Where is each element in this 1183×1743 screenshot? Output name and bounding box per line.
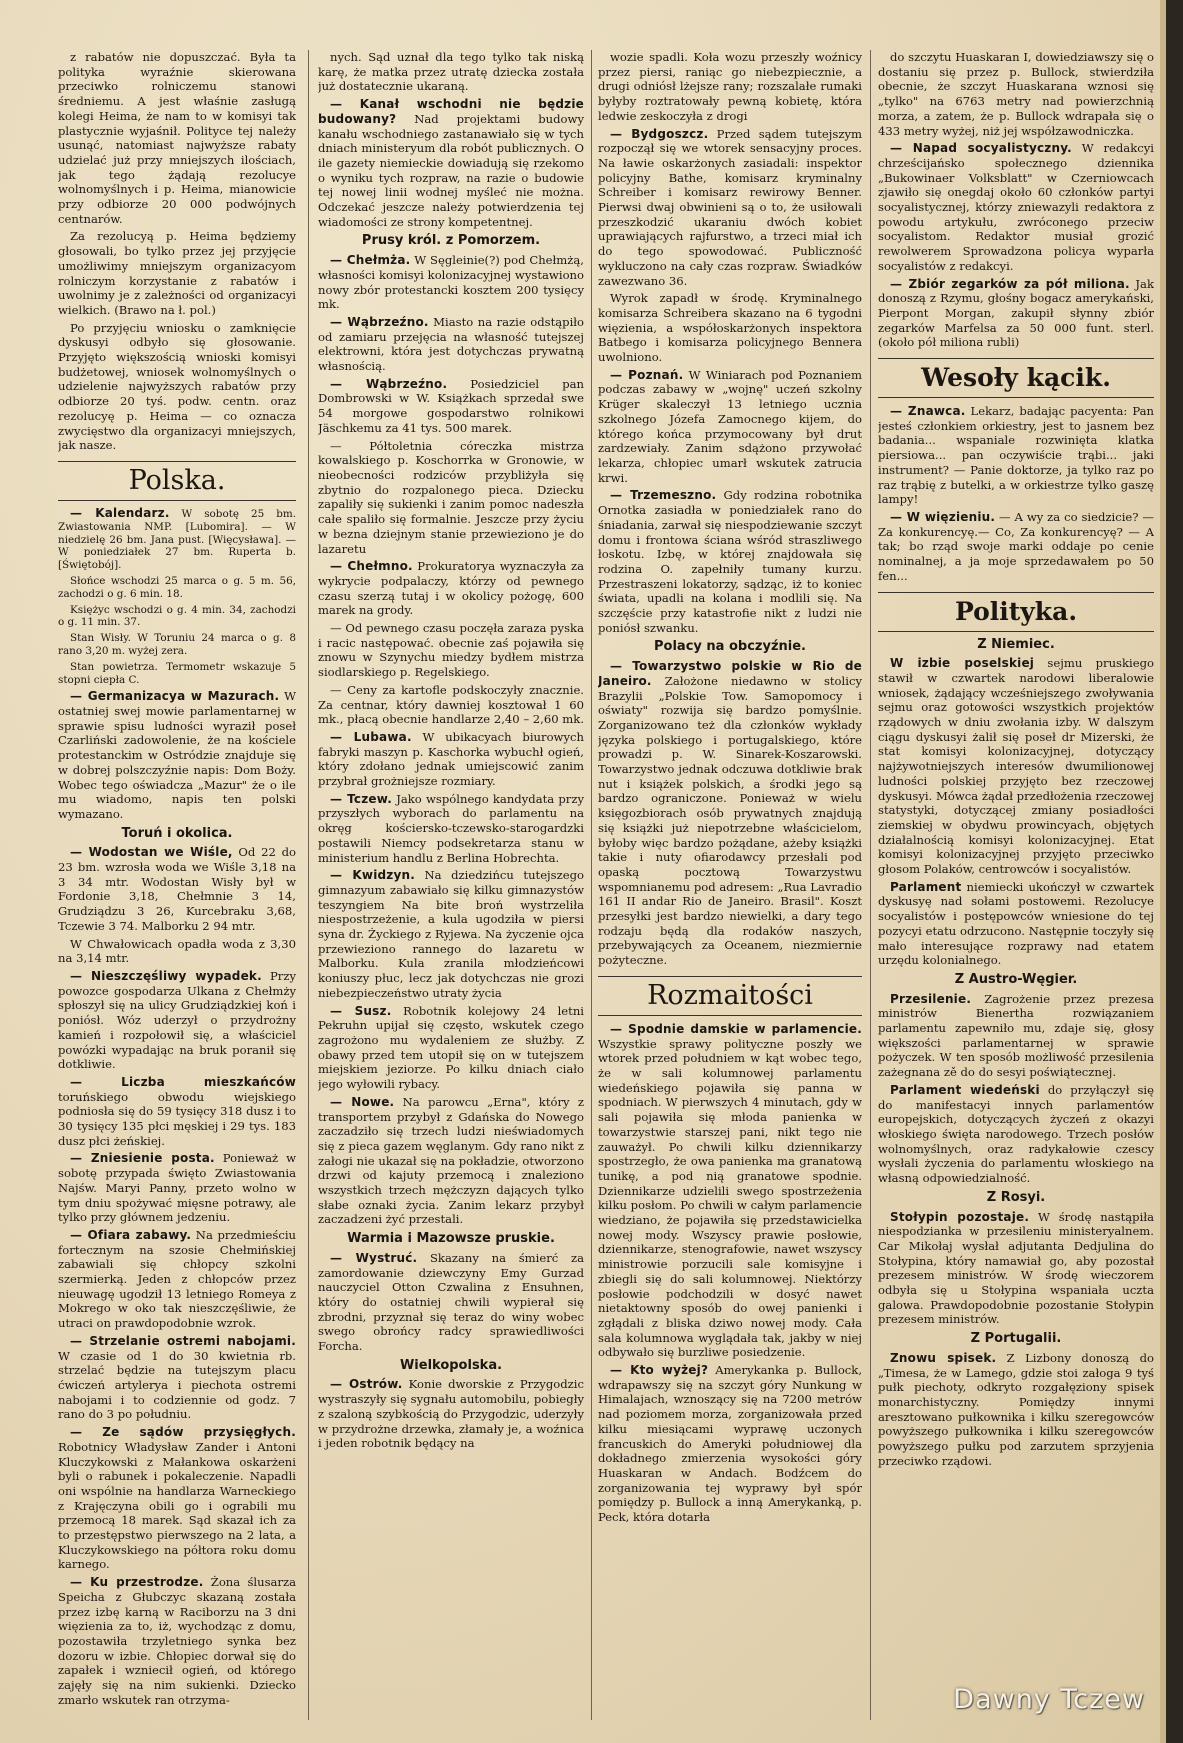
article-text: nych. Sąd uznał dla tego tylko tak niską karę, że matka przez utratę dziecka została już dostatecznie ukaraną. xyxy=(318,50,584,94)
article: — Wodostan we Wiśle, Od 22 do 23 bm. wzrosła woda we Wiśle 3,18 na 3 34 mtr. Wodostan Wisły był w Fordonie 3,18, Chełmnie 3 14, Grudziądzu 3 26, Kurcebraku 3,68, Tczewie 3 74. Malborku 2 94 mtr. xyxy=(58,845,296,933)
column-1 xyxy=(58,50,296,1720)
column-rule xyxy=(870,50,871,1720)
article: — W więzieniu. — A wy za co siedzicie? — Za konkurencyę.— Co, Za konkurencyę? — A tak; bo rząd swoje marki oddaje po cenie nominalnej, a ja moje sprzedawałem po 50 fen... xyxy=(878,509,1154,583)
article: — Liczba mieszkańców toruńskiego obwodu wiejskiego podniosła się do 59 tysięcy 318 dusz i to 30 tysięcy 135 płci męskiej i 29 tys. 183 dusz płci żeńskiej. xyxy=(58,1074,296,1148)
article: — Zbiór zegarków za pół miliona. Jak donoszą z Rzymu, głośny bogacz amerykański, Pierpont Morgan, zakupił słynny zbiór zegarków Marfelsa za 50 000 funt. sterl. (około pół miliona rubli) xyxy=(878,276,1154,350)
article: — Germanizacya w Mazurach. W ostatniej swej mowie parlamentarnej w sprawie spisu ludności wyraził poseł Czarliński zadowolenie, że na kościele protestanckim w Ostródzie znajduje się w dobrej polszczyźnie napis: Dom Boży. Wobec tego oświadcza „Mazur" że o ile mu wiadomo, napis ten polski wymazano. xyxy=(58,689,296,821)
article: — Lubawa. W ubikacyach biurowych fabryki maszyn p. Kaschorka wybuchł ogień, który zdołano jednak umiejscowić zanim przybrał grożniejsze rozmiary. xyxy=(318,729,584,789)
article: — Ostrów. Konie dworskie z Przygodzic wystraszyły się sygnału automobilu, pobiegły z szaloną szybkością do Przygodzic, uderzyły w przydrożne drzewka, złamały je, a woźnica i jeden robotnik będący na xyxy=(318,1377,584,1451)
subsection-title: Z Niemiec. xyxy=(977,636,1055,652)
article-text: — Ceny za kartofle podskoczyły znacznie. Za centnar, który dawniej kosztował 1 60 mk., płacą obecnie handlarze 2,40 – 2,60 mk. xyxy=(318,682,584,727)
subsection-title: Prusy król. z Pomorzem. xyxy=(361,233,541,249)
article: — Poznań. W Winiarach pod Poznaniem podczas zabawy w „wojnę" uczeń szkolny Krüger skaleczył 13 letniego ucznia szkolnego Józefa Zamocnego kijem, do którego końca przymocowany był drut zardzewiały. Zanim sdążono przywołać lekarza, chłopiec umarł wskutek zatrucia krwi. xyxy=(598,367,862,485)
subsection-title: Wielkopolska. xyxy=(399,1357,503,1373)
section-title-wesoly-kacik: Wesoły kącik. xyxy=(878,358,1154,398)
article: — Towarzystwo polskie w Rio de Janeiro. Założone niedawno w stolicy Brazylii „Polskie Tow. Samopomocy i oświaty" rozwija się bardzo pomyślnie. Zorganizowano też dla członków wykłady języka polskiego i portugalskiego, które prowadzi p. W. Sinarek-Koszarowski. Towarzystwo jednak odczuwa dotkliwie brak nut i książek polskich, a środki jego są bardzo ograniczone. Ponieważ w wielu księgozbiorach osób prywatnych znajdują się książki już niepotrzebne właścicielom, byłoby więc bardzo pożądane, ażeby książki takie i nuty ofiarodawcy przesłali pod opaską pocztową Towarzystwu wspomnianemu pod adresem: „Rua Lavradio 161 II andar Rio de Janeiro. Brasil". Koszt przesyłki jest bardzo niewielki, a dary tego rodzaju będą dla rodaków naszych, przebywających za Oceanem, niezmiernie pożyteczne. xyxy=(598,659,862,968)
weather-item: Stan powietrza. Termometr wskazuje 5 stopni ciepła C. xyxy=(58,660,296,686)
article: — Bydgoszcz. Przed sądem tutejszym rozpoczął się we wtorek sensacyjny proces. Na ławie oskarżonych zasiadali: inspektor policyjny Bathe, komisarz kryminalny Schreiber i komisarz rewirowy Benner. Pierwsi dwaj obwinieni są o to, że usiłowali przeszkodzić ukaraniu dwóch kobiet uprawiających rajfurstwo, a trzeci miał ich do tego spowodować. Publiczność wykluczono na cały czas rozpraw. Świadków zawezwano 36. xyxy=(598,126,862,288)
subsection-title: Z Rosyi. xyxy=(986,1189,1046,1205)
article: — Napad socyalistyczny. W redakcyi chrześcijańsko społecznego dziennika „Bukowinaer Volksblatt" w Czerniowcach zjawiło się onegdaj około 60 członków partyi socyalistycznej, którzy zniewazyli redaktora z powodu artykułu, zwróconego przeciw socyalistom. Redaktor musiał grozić rewolwerem Sprowadzona policya wyparła socyalistów z redakcyi. xyxy=(878,141,1154,273)
article-text: Po przyjęciu wniosku o zamknięcie dyskusyi odbyło się głosowanie. Przyjęto większością wnioski komisyi budżetowej, wniosek wolnomyślnych o udzielenie najwyższych rabatów przy odbiorze 20 tyś. podw. centn. oraz rezolucyę p. Heima — co oznacza zwycięstwo dla organizacyi mniejszych, jak nasze. xyxy=(58,320,296,453)
subsection-title: Toruń i okolica. xyxy=(121,825,233,841)
calendar-item: — Kalendarz. W sobotę 25 bm. Zwiastowania NMP. [Lubomira]. — W niedzielę 26 bm. Jana pust. [Więcysława]. — W poniedziałek 27 bm. Ruperta b. [Świętobój]. xyxy=(58,505,296,572)
article: — Ze sądów przysięgłych. Robotnicy Władysław Zander i Antoni Kluczykowski z Małankowa oskarżeni byli o rabunek i pokaleczenie. Napadli oni wspólnie na handlarza Warneckiego z Krajęczyna obili go i ograbili mu przemocą 18 marek. Sąd skazał ich za to przestępstwo pierwszego na 2 lata, a Kluczykowskiego na półtora roku domu karnego. xyxy=(58,1425,296,1572)
article: — Wąbrzeźno. Miasto na razie odstąpiło od zamiaru przejęcia na własność tutejszej elektrowni, która jest dotychczas prywatną własnością. xyxy=(318,314,584,374)
watermark: Dawny Tczew xyxy=(953,1684,1145,1715)
section-title-polityka: Polityka. xyxy=(878,592,1154,632)
article-text: z rabatów nie dopuszczać. Była ta polityka wyraźnie skierowana przeciwko rolniczemu stanowi średniemu. A jest właśnie zasługą kolegi Heima, że nam to w komisyi tak plastycznie wyjaśnił. Polityce tej należy usunąć, natomiast najwyższe rabaty udzielać już przy mniejszych ilościach, jak tego żądają rezolucye wolnomyślnych i p. Heima, mianowicie przy odbiorze 20 000 podwójnych centnarów. xyxy=(58,50,296,226)
article: — Spodnie damskie w parlamencie. Wszystkie sprawy polityczne poszły we wtorek przed południem w kąt wobec tego, że w sali kolumnowej parlamentu wiedeńskiego pojawiła się panna w spodniach. W pierwszych 4 minutach, gdy w sali pojawiła się młoda panienka w towarzystwie starszej pani, nikt tego nie zauważył. Po chwili kilku dziennikarzy spostrzegło, że owa panienka ma granatową tunikę, a pod nią granatowe spodnie. Dziennikarze udzielili swego spostrzeżenia kilku posłom. Po chwili w całym parlamencie wiedziano, że pojawiła się przedstawicielka nowej mody. Wszyscy prawie posłowie, dziennikarze, stenografowie, nawet wszyscy ministrowie porzucili sale komisyjne i zbiegli się do sali kolumnowej. Niektórzy posłowie podchodzili w dosyć nawet nietaktowny sposób do owej panienki i zgłądali z bliska dziwo nowej mody. Cała sala kolumnowa wyglądała tak, jakby w niej odbywało się burzliwe posiedzenie. xyxy=(598,1021,862,1360)
vistula-level-item: Stan Wisły. W Toruniu 24 marca o g. 8 rano 3,20 m. wyżej zera. xyxy=(58,632,296,657)
article: — Ofiara zabawy. Na przedmieściu fortecznym na szosie Chełmińskiej zabawiali się chłopcy szkolni szermierką. Jeden z chłopców przez nieuwagę ugodził 13 letniego Romeya z Mokrego w oko tak nieszczęśliwie, że utraci on prawdopodobnie wzrok. xyxy=(58,1227,296,1331)
moon-item: Księżyc wschodzi o g. 4 min. 34, zachodzi o g. 11 min. 37. xyxy=(58,603,296,629)
binding-edge xyxy=(1166,0,1183,1743)
column-2 xyxy=(318,50,584,1720)
article-text: — Półtoletnia córeczka mistrza kowalskiego p. Koschorrka w Gronowie, w nieobecności rodziców przybliżyła się zbytnio do rozpalonego pieca. Dziecku zapaliły się sukienki i zanim pomoc nadeszła całe spaliło się formalnie. Jeszcze przy życiu w bezna dziejnym stanie przewieziono je do lazaretu xyxy=(318,438,584,556)
article: Znowu spisek. Z Lizbony donoszą do „Timesa, że w Lamego, gdzie stoi załoga 9 tyś pułk piechoty, odkryto rozgałęziony spisek monarchistyczny. Pomiędzy innymi aresztowano pułkownika i kilku szeregowców powyższego pułkownika i kilku szeregowców powyższego pułku pod zarzutem sprzyjenia przeciwko rządowi. xyxy=(878,1350,1154,1468)
article: — Wystruć. Skazany na śmierć za zamordowanie dziewczyny Emy Gurzad nauczyciel Otton Czwalina z Ensuhnen, który do ostatniej chwili wypierał się zbrodni, przyznał się teraz do winy wobec swego obrońcy radcy sprawiedliwości Forcha. xyxy=(318,1250,584,1354)
article: — Strzelanie ostremi nabojami. W czasie od 1 do 30 kwietnia rb. strzelać będzie na tutejszym placu ćwiczeń artylerya i piechota ostremi nabojami i to codziennie od godz. 7 rano do 3 po południu. xyxy=(58,1333,296,1422)
subsection-title: Polacy na obczyźnie. xyxy=(654,639,806,655)
column-rule xyxy=(308,50,309,1720)
column-4 xyxy=(878,50,1154,1720)
article-text: wozie spadli. Koła wozu przeszły woźnicy przez piersi, raniąc go niebezpiecznie, a drugi odniósł lżejsze rany; rozszalałe rumaki byłyby roztratowały pewną kobietę, która ledwie zeskoczyła z drogi xyxy=(598,50,862,123)
article: Parlament niemiecki ukończył w czwartek dyskusyę nad sołami postowemi. Rezolucye socyalistów i postępowców wniesione do tej pozycyi etatu odrzucono. Następnie toczyły się mało interesujące rozprawy nad etatem urzędu kolonialnego. xyxy=(878,879,1154,968)
article: — Nieszczęśliwy wypadek. Przy powozce gospodarza Ulkana z Chełmży spłoszył się na ulicy Grudziądzkiej koń i poniósł. Wóz uderzył o przydrożny kamień i rozpołowił się, a właściciel powózki wypadając na bruk poranił się dotkliwie. xyxy=(58,969,296,1072)
article-text: — Od pewnego czasu poczęła zaraza pyska i racic następować. obecnie zaś pojawiła się znowu w Szynychu miedzy bydłem mistrza siodlarskiego p. Regelskiego. xyxy=(318,621,584,680)
section-title-polska: Polska. xyxy=(58,461,296,501)
article: W izbie poselskiej sejmu pruskiego stawił w czwartek narodowi liberalowie wniosek, żądający wcześniejszego zwoływania sejmu oraz gotowości wszystkich projektów rządowych w dniu zwołania izby. W dalszym ciągu dyskusyi żalił się poseł dr Mizerski, że stat komisyi kolonizacyjnej, dotyczący najżywotniejszych interesów dwumilionowej ludności polskiej przyjęto bez rzeczowej dyskusyi. Mówca żądał przedłożenia rzeczowej statystyki, dotyczącej zmiany posiadłości ziemskiej w obydwu prowincyach, objętych działalnością komisyi kolonizacyjnej. Etat komisyi kolonizacyjnej przyjęto przeciwko głosom Polaków, centrowców i socyalistów. xyxy=(878,656,1154,877)
article: — Nowe. Na parowcu „Erna", który z transportem przybył z Gdańska do Nowego zaczadziło się trzech ludzi nieświadomych się z pieca gazem węglanym. Gdy rano nikt z załogi nie ukazał się na pokładzie, otworzono drzwi od kajuty przemocą i znaleziono wszystkich trzech mężczyzn dających tylko słabe oznaki życia. Zanim lekarz przybył zaczadzeni żyć przestali. xyxy=(318,1094,584,1227)
article-text: Wyrok zapadł w środę. Kryminalnego komisarza Schreibera skazano na 6 tygodni więzienia, a współoskarżonych inspektora Batbego i komisarza policyjnego Bennera uwolniono. xyxy=(598,291,862,365)
article: — Znawca. Lekarz, badając pacyenta: Pan jesteś członkiem orkiestry, jest to jasnem bez badania... wspaniale rozwinięta klatka piersiowa... pan oczywiście trąbi... jaki instrument? — Panie doktorze, ja tylko raz po raz trąbię z butelki, a w orkiestrze tylko gaszę lampy! xyxy=(878,404,1154,507)
article-text: Za rezolucyą p. Heima będziemy głosowali, bo tylko przez jej przyjęcie umożliwimy mniejszym organizacyom rolniczym korzystanie z rabatów i uwolnimy je z zależności od organizacyi wielkich. (Brawo na ł. pol.) xyxy=(58,229,296,317)
article: — Trzemeszno. Gdy rodzina robotnika Ornotka zasiadła w poniedziałek rano do śniadania, zarwał się niespodziewanie szczyt domu i frontowa ściana wśród straszliwego łoskotu. Izbę, w której znajdowała się rodzina O. zapełniły tumany kurzu. Przestraszeni lokatorzy, sądząc, iż to koniec świata, upadli na kolana i modlili się. Na szczęście przy katastrofie nikt z ludzi nie poniósł szwanku. xyxy=(598,488,862,635)
article: — Ku przestrodze. Żona ślusarza Speicha z Głubczyc skazaną została przez izbę karną w Raciborzu na 3 dni więzienia za to, iż, wychodząc z domu, pozostawiła trzyletniego synka bez dozoru w izbie. Chłopiec dorwał się do zapałek i wzniecił ogień, od którego zajęły się na nim sukienki. Dziecko zmarło wskutek ran otrzyma- xyxy=(58,1575,296,1707)
subsection-title: Z Portugalii. xyxy=(970,1331,1062,1347)
column-3 xyxy=(598,50,862,1720)
sun-item: Słońce wschodzi 25 marca o g. 5 m. 56, zachodzi o g. 6 min. 18. xyxy=(58,574,296,600)
subsection-title: Warmia i Mazowsze pruskie. xyxy=(347,1231,555,1247)
article: Przesilenie. Zagrożenie przez prezesa ministrów Bienertha rozwiązaniem parlamentu zapewniło mu, zdaje się, głosy większości parlamentarnej w sprawie pożyczek. W ten sposób możliwość przesilenia zażegnana zě do do sesyi poświątecznej. xyxy=(878,991,1154,1080)
article: Stołypin pozostaje. W środę nastąpiła niespodzianka w przesileniu ministeryalnem. Car Mikołaj wysłał adjutanta Dedjulina do Stołypina, który namawiał go, aby pozostał prezesem ministrów. W środę wieczorem odbyła się u Stołypina wspaniała uczta galowa. Prawdopodobnie pozostanie Stołypin prezesem ministrów. xyxy=(878,1209,1154,1327)
article-text: do szczytu Huaskaran I, dowiedziawszy się o dostaniu się przez p. Bullock, stwierdziła obecnie, że szczyt Huaskarana wznosi się „tylko" na 6763 metry nad powierzchnią morza, a zatem, że p. Bullock wdrapała się o 433 metry wyżej, niż jej współzawodniczka. xyxy=(878,50,1154,138)
article-text: W Chwałowicach opadła woda z 3,30 na 3,14 mtr. xyxy=(58,936,296,966)
article: — Susz. Robotnik kolejowy 24 letni Pekruhn upijał się często, wskutek czego zagrożono mu wydaleniem ze służby. Z obawy przed tem utopił się on w tutejszem miejskiem jeziorze. Po kilku dniach ciało jego wyłowili rybacy. xyxy=(318,1003,584,1092)
article: — Tczew. Jako wspólnego kandydata przy przyszłych wyborach do parlamentu na okręg kościersko-tczewsko-starogardzki postawili Niemcy podsekretarza stanu w ministerium handlu z Berlina Hobrechta. xyxy=(318,791,584,865)
article: — Kanał wschodni nie będzie budowany? Nad projektami budowy kanału wschodniego zastanawiało się w tych dniach ministeryum dla robót publicznych. O ile gazety niemieckie dowiadują się rzekomo o wyniku tych rozpraw, na razie o budowie tej nowej linii wodnej myśleć nie można. Odczekać jeszcze należy potwierdzenia tej wiadomości ze strony kompetentnej. xyxy=(318,97,584,229)
section-title-rozmaitosci: Rozmaitości xyxy=(598,976,862,1016)
article: — Kwidzyn. Na dziedzińcu tutejszego gimnazyum zabawiało się kilku gimnazystów teszyngiem Na bite broń wystrzeliła niespostrzeżenie, a kula ugodziła w piersi syna dr. Życkiego z Ryjewa. Na życzenie ojca przewieziono rannego do lazaretu w Malborku. Kula zranila młodzieńcowi koniuszy płuc, lecz jak dotychczas nie grozi niebezpieczeństwo utraty życia xyxy=(318,868,584,1000)
subsection-title: Z Austro-Węgier. xyxy=(954,971,1078,987)
article: — Chełmno. Prokuratorya wyznaczyła za wykrycie podpalaczy, którzy od pewnego czasu szerzą tutaj i w okolicy pożogę, 600 marek na grody. xyxy=(318,559,584,618)
article: — Wąbrzeźno. Posiedziciel pan Dombrowski w W. Książkach sprzedał swe 54 morgowe gospodarstwo rolnikowi Jäschkemu za 41 tys. 500 marek. xyxy=(318,376,584,435)
article: — Zniesienie posta. Ponieważ w sobotę przypada święto Zwiastowania Najśw. Maryi Panny, przeto wolno w tym dniu spożywać mięsne potrawy, ale tylko przy głównem jedzeniu. xyxy=(58,1151,296,1225)
article: Parlament wiedeński do przyłączył się do manifestacyi innych parlamentów europejskich, dotyczących życzeń z okazyi włoskiego święta narodowego. Trzech posłów wolnomyślnych, oraz radykałowie czescy wysłali życzenia do parlamentu włoskiego na własną odpowiedzialność. xyxy=(878,1082,1154,1186)
article: — Kto wyżej? Amerykanka p. Bullock, wdrapawszy się na szczyt góry Nunkung w Himalajach, wznoszący się na 7200 metrów nad poziomem morza, zorganizowała przed kilku miesiącami wyprawę uczonych francuskich do Ameryki południowej dla dokładnego zmierzenia wysokości góry Huaskaran w Andach. Bodźcem do zorganizowania tej wyprawy był spór pomiędzy p. Bullock a inną Amerykanką, p. Peck, która dotarła xyxy=(598,1363,862,1525)
column-rule xyxy=(591,50,592,1720)
article: — Chełmża. W Sęgleinie(?) pod Chełmżą, własności komisyi kolonizacyjnej wystawiono nowy zbór protestancki kosztem 200 tysięcy mk. xyxy=(318,253,584,312)
